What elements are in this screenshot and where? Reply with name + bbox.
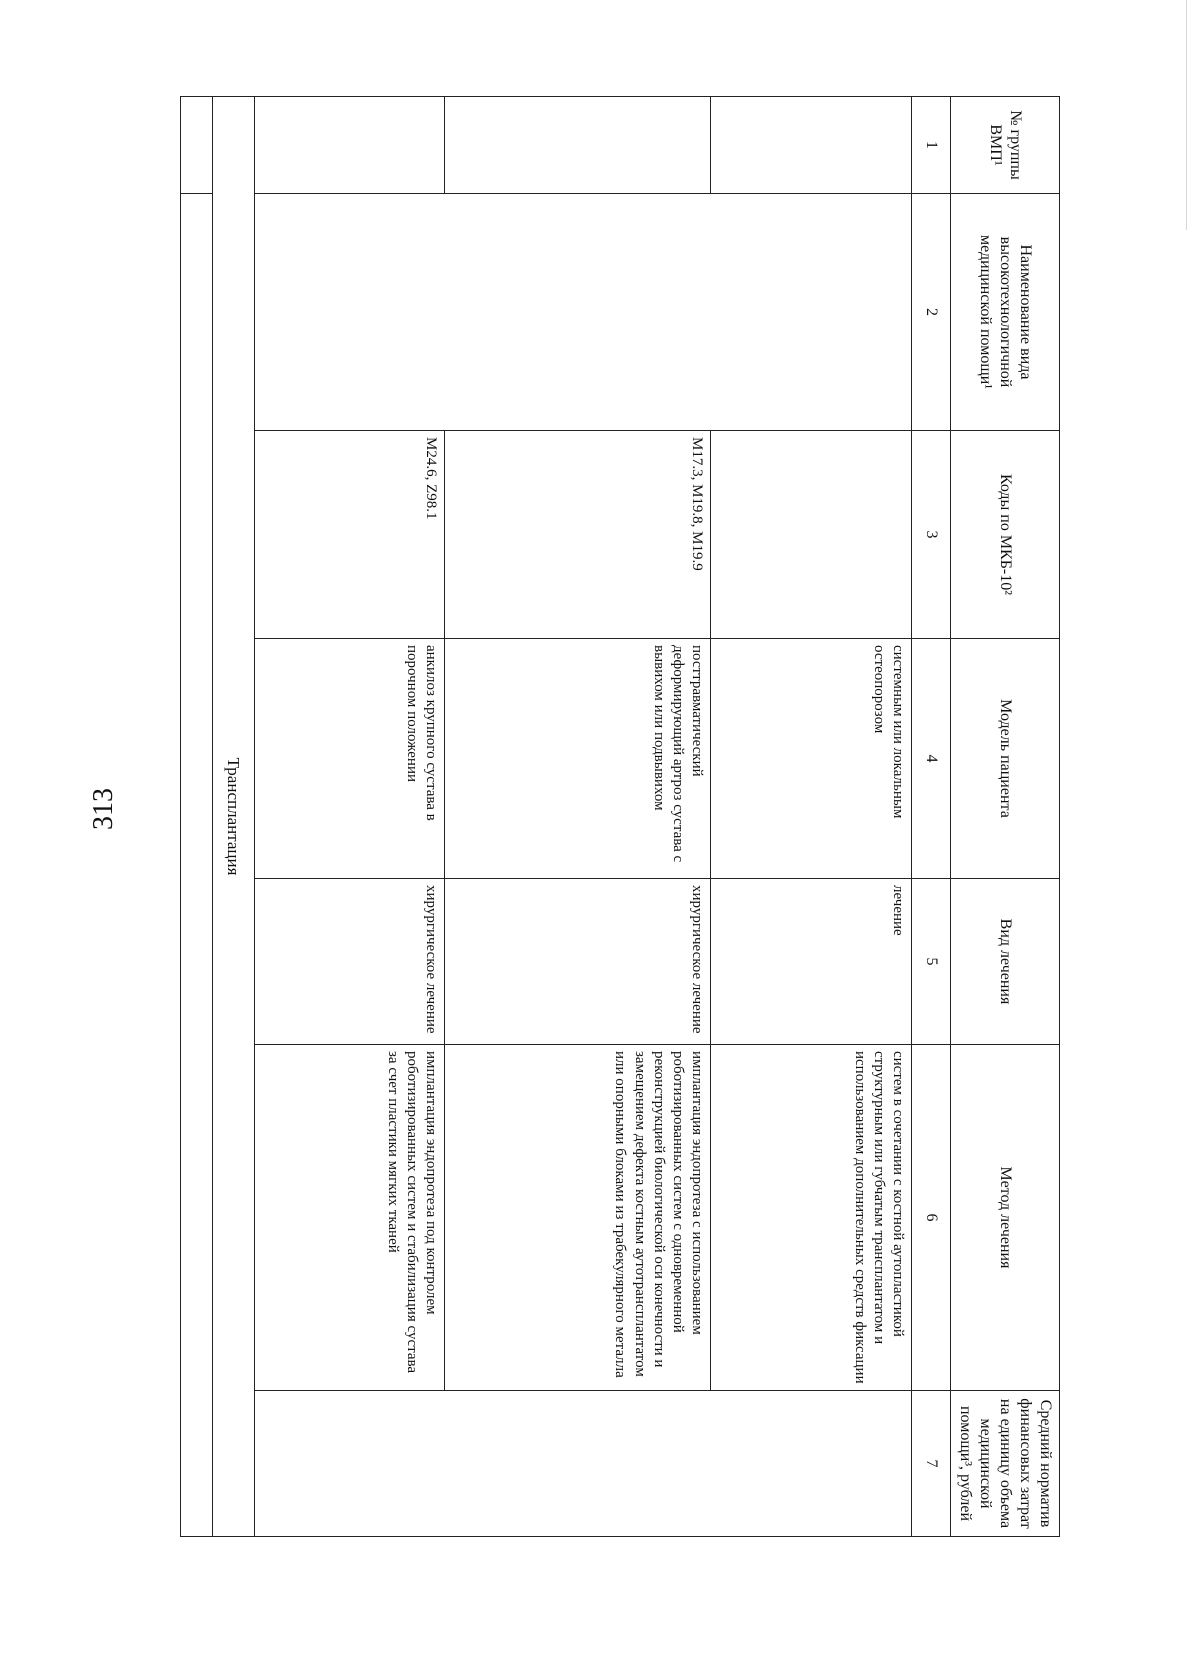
cell-treatment-method: имплантация эндопротеза под контролем роботизированных систем и стабилизация сустава за счет пластики мягких тканей [255, 1045, 445, 1391]
column-number: 1 [912, 97, 951, 194]
section-row [212, 97, 255, 1537]
column-number: 6 [912, 1045, 951, 1391]
empty-row [181, 97, 213, 1537]
cell-average-cost [255, 1391, 912, 1537]
column-number: 7 [912, 1391, 951, 1537]
cell-group [445, 97, 711, 194]
cell-patient-model: системным или локальным остеопорозом [711, 639, 912, 879]
page-number: 313 [88, 788, 119, 830]
rotated-table-sheet [180, 96, 1060, 1536]
cell-treatment-type: хирургическое лечение [445, 879, 711, 1045]
cell-treatment-type: хирургическое лечение [255, 879, 445, 1045]
scan-artifact-line [1186, 0, 1187, 230]
header-treatment-method: Метод лечения [951, 1045, 1060, 1391]
empty-cell [181, 194, 213, 1537]
cell-group [255, 97, 445, 194]
cell-icd-codes [711, 431, 912, 639]
cell-patient-model: анкилоз крупного сустава в порочном положении [255, 639, 445, 879]
header-group-number: № группы ВМП¹ [951, 97, 1060, 194]
column-number-row [912, 97, 951, 1537]
header-treatment-type: Вид лечения [951, 879, 1060, 1045]
cell-treatment-type: лечение [711, 879, 912, 1045]
header-vmp-name: Наименование вида высокотехнологичной медицинской помощи¹ [951, 194, 1060, 431]
cell-icd-codes: M17.3, M19.8, M19.9 [445, 431, 711, 639]
cell-icd-codes: M24.6, Z98.1 [255, 431, 445, 639]
column-number: 3 [912, 431, 951, 639]
cell-treatment-method: систем в сочетании с костной аутопластикой структурным или губчатым трансплантатом и использованием дополнительных средств фиксации [711, 1045, 912, 1391]
cell-treatment-method: имплантация эндопротеза с использованием роботизированных систем с одновременной реконструкцией биологической оси конечности и замещением дефекта костным аутотрансплантатом или опорными блоками из трабекулярного металла [445, 1045, 711, 1391]
header-row [951, 97, 1060, 1537]
section-title: Трансплантация [212, 97, 255, 1537]
cell-vmp-name [255, 194, 912, 431]
cell-group [711, 97, 912, 194]
header-patient-model: Модель пациента [951, 639, 1060, 879]
header-icd-codes: Коды по МКБ-10² [951, 431, 1060, 639]
vmp-table [180, 96, 1060, 1537]
table-row [711, 97, 912, 1537]
header-average-cost: Средний норматив финансовых затрат на единицу объема медицинской помощи³, рублей [951, 1391, 1060, 1537]
empty-cell [181, 97, 213, 194]
column-number: 4 [912, 639, 951, 879]
column-number: 2 [912, 194, 951, 431]
cell-patient-model: посттравматический деформирующий артроз сустава с вывихом или подвывихом [445, 639, 711, 879]
column-number: 5 [912, 879, 951, 1045]
